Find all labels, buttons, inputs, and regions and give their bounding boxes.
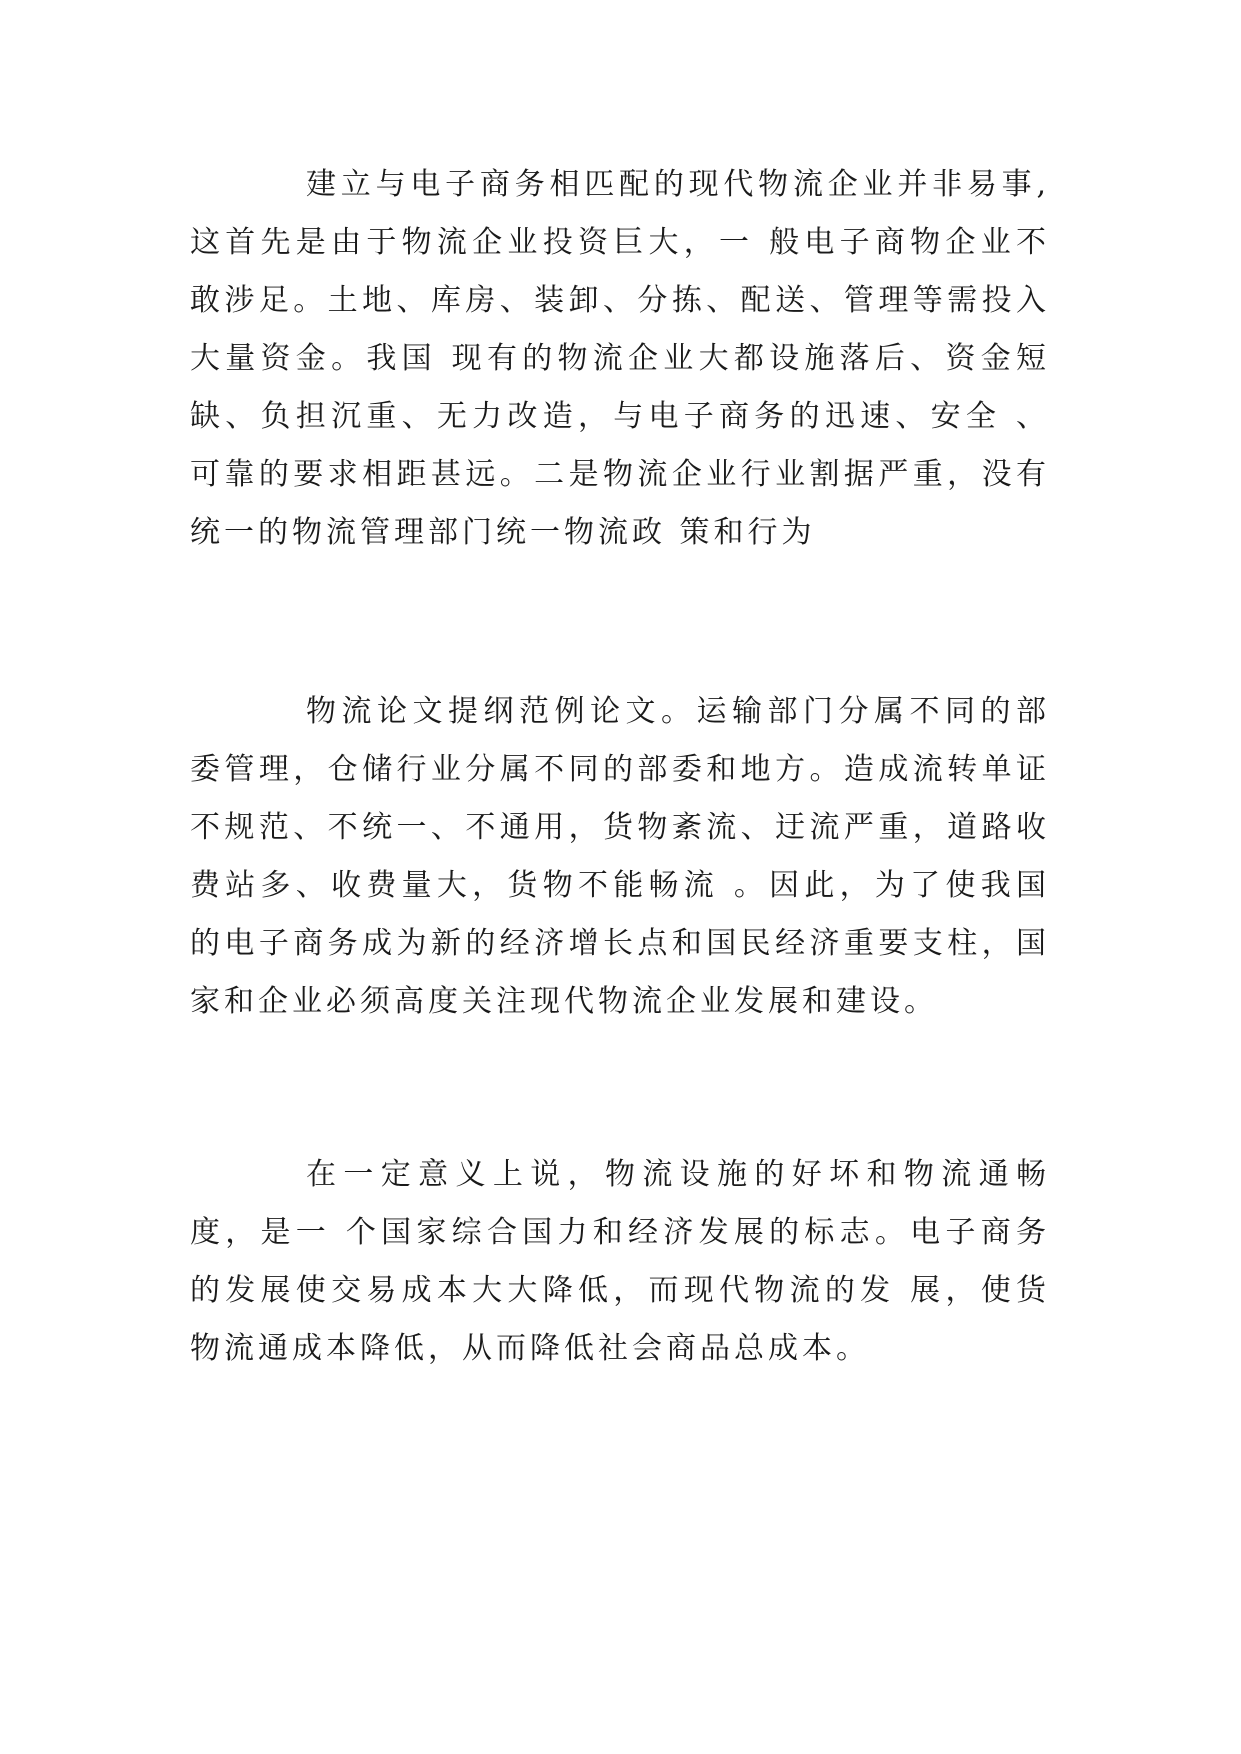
body-paragraph: 建立与电子商务相匹配的现代物流企业并非易事,这首先是由于物流企业投资巨大，一 般电子商物企业不敢涉足。土地、库房、装卸、分拣、配送、管理等需投入大量资金。我国 现有的物流企业大都设施落后、资金短缺、负担沉重、无力改造，与电子商务的迅速、安全 、可靠的要求相距甚远。二是物流企业行业割据严重，没有统一的物流管理部门统一物流政 策和行为	[190, 167, 1050, 550]
body-paragraph: 物流论文提纲范例论文。运输部门分属不同的部委管理，仓储行业分属不同的部委和地方。造成流转单证 不规范、不统一、不通用，货物紊流、迂流严重，道路收费站多、收费量大，货物不能畅流 。因此，为了使我国的电子商务成为新的经济增长点和国民经济重要支柱，国家和企业必须高度关注现代物流企业发展和建设。	[190, 694, 1050, 1019]
body-paragraph: 在一定意义上说，物流设施的好坏和物流通畅度，是一 个国家综合国力和经济发展的标志。电子商务的发展使交易成本大大降低，而现代物流的发 展，使货物流通成本降低，从而降低社会商品总成本。	[190, 1157, 1050, 1366]
